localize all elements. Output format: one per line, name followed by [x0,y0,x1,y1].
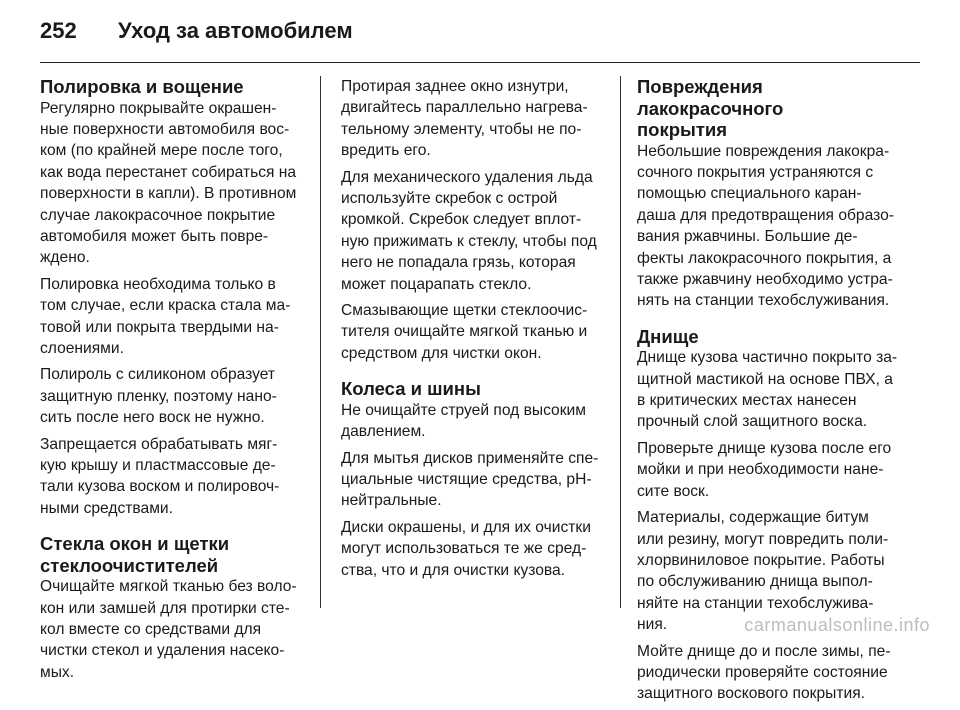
page-title: Уход за автомобилем [118,18,353,43]
paragraph: Полировка необходима только в том случае, если краска стала ма- товой или покрыта твердыми на- слоениями. [40,275,291,357]
paragraph: Не очищайте струей под высоким давлением. [341,401,586,441]
page-number: 252 [40,18,77,43]
paragraph: Регулярно покрывайте окрашен- ные поверхности автомобиля вос- ком (по крайней мере после того, как вода перестанет собираться на поверхности в капли). В противном случае лакокрасочное покрытие автомобиля может быть повре- ждено. [40,99,297,267]
paragraph: Смазывающие щетки стеклоочис- тителя очищайте мягкой тканью и средством для чистки окон. [341,302,588,362]
paragraph: Запрещается обрабатывать мяг- кую крышу и пластмассовые де- тали кузова воском и полировоч- ными средствами. [40,435,280,517]
paragraph: Очищайте мягкой тканью без воло- кон или замшей для протирки сте- кол вместе со средствами для чистки стекол и удаления насеко- мых. [40,578,297,681]
column-divider [620,76,621,608]
paragraph: Для механического удаления льда используйте скребок с острой кромкой. Скребок следует вплот- ную прижимать к стеклу, чтобы под него не попадала грязь, которая может поцарапать стекло. [341,168,597,293]
watermark: carmanualsonline.info [744,615,930,635]
paragraph: Проверьте днище кузова после его мойки и при необходимости нане- сите воск. [637,439,892,500]
paragraph: Полироль с силиконом образует защитную пленку, поэтому нано- сить после него воск не нужно. [40,366,277,427]
section-heading-underbody: Днище [637,325,699,347]
section-heading-wheels: Колеса и шины [341,378,481,400]
section-heading-windows: Стекла окон и щетки стеклоочистителей [40,533,230,576]
column-2 [341,76,608,586]
header-rule [40,62,920,63]
paragraph: Днище кузова частично покрыто за- щитной мастикой на основе ПВХ, а в критических местах нанесен прочный слой защитного воска. [637,349,898,431]
column-divider [320,76,321,608]
page-header [40,18,353,50]
paragraph: Диски окрашены, и для их очистки могут использоваться те же сред- ства, что и для очистки кузова. [341,518,591,579]
column-1 [40,76,310,688]
paragraph: Материалы, содержащие битум или резину, могут повредить поли- хлорвиниловое покрытие. Работы по обслуживанию днища выпол- няйте на станции техобслужива- ния. [637,509,889,634]
paragraph: Для мытья дисков применяйте спе- циальные чистящие средства, pH- нейтральные. [341,449,599,510]
section-heading-paint-damage: Повреждения лакокрасочного покрытия [637,76,784,140]
section-heading-polishing: Полировка и вощение [40,76,244,97]
paragraph: Мойте днище до и после зимы, пе- риодически проверяйте состояние защитного воскового покрытия. [637,642,891,703]
paragraph: Протирая заднее окно изнутри, двигайтесь параллельно нагрева- тельному элементу, чтобы не по- вредить его. [341,78,588,160]
paragraph: Небольшие повреждения лакокра- сочного покрытия устраняются с помощью специального каран- даша для предотвращения образо- вания ржавчины. Большие де- фекты лакокрасочного покрытия, а также ржавчину необходимо устра- нять на станции техобслуживания. [637,142,894,310]
